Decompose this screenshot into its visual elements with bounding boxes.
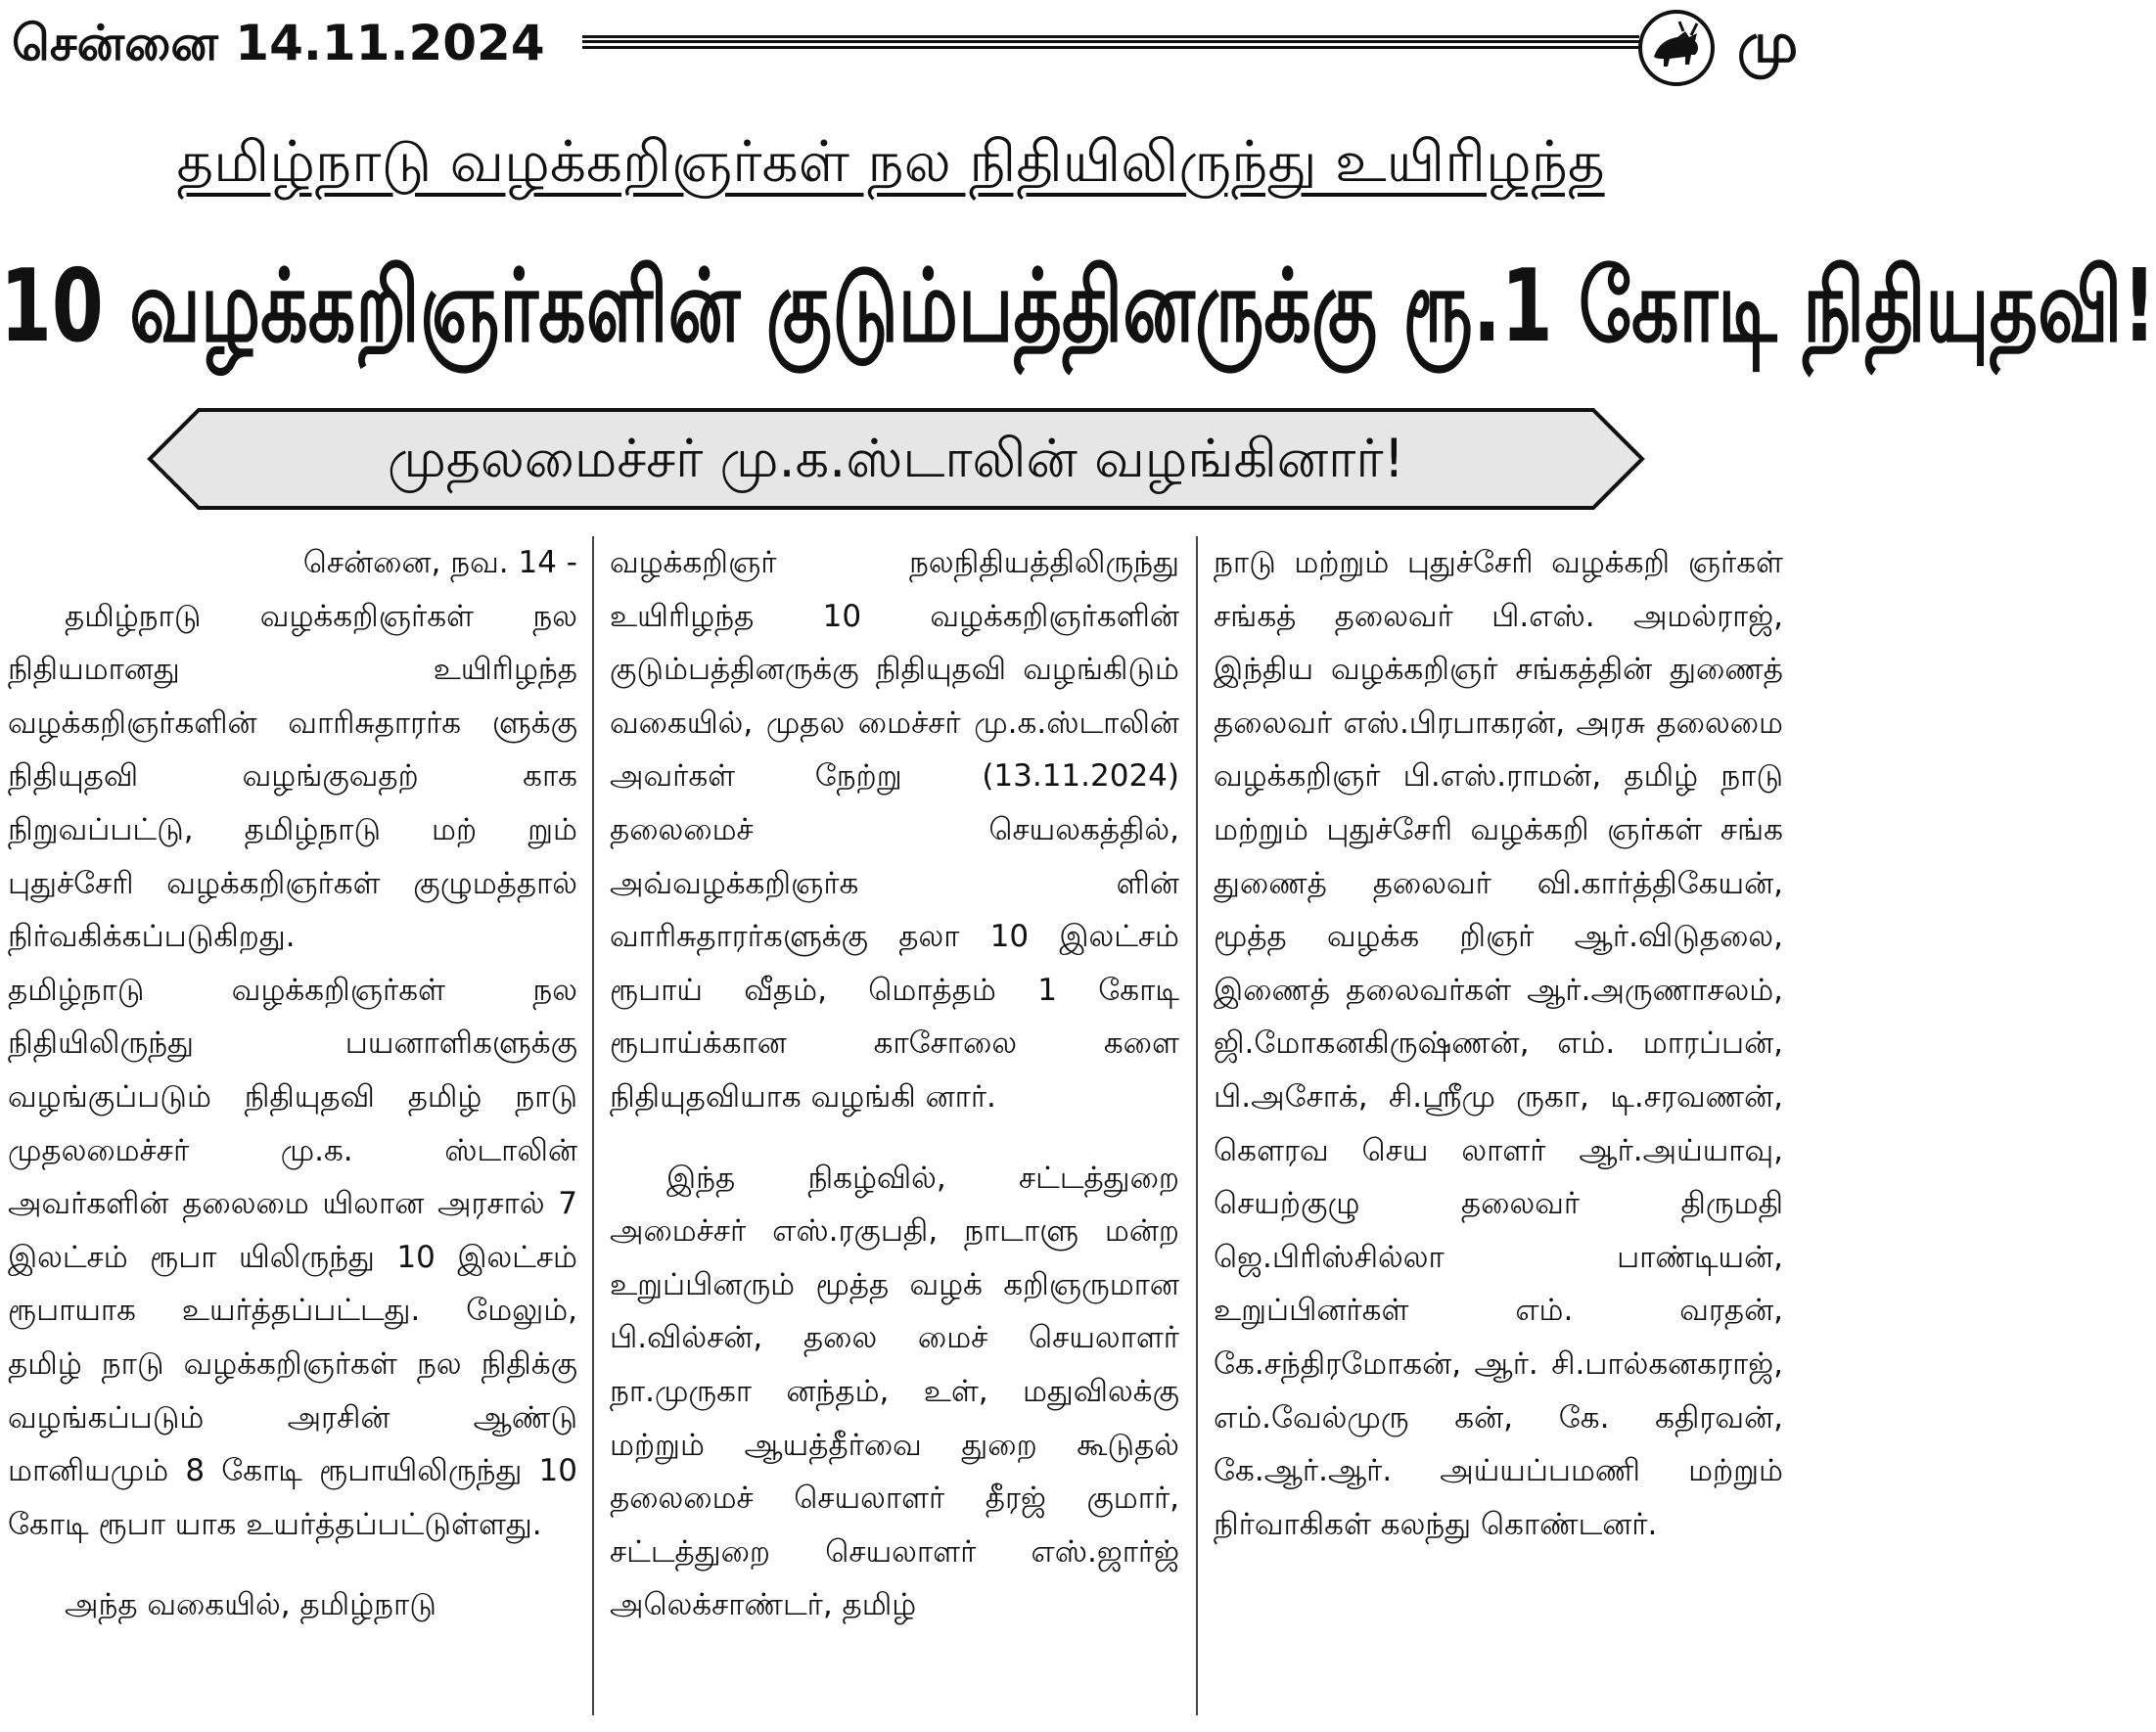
subheadline-banner — [145, 406, 1647, 512]
headline-main: 10 வழக்கறிஞர்களின் குடும்பத்தினருக்கு ரூ.1 கோடி நிதியுதவி! — [0, 247, 2156, 365]
column-divider — [592, 536, 594, 1715]
article-column-3 — [1214, 536, 1783, 1720]
article-paragraph: நாடு மற்றும் புதுச்சேரி வழக்கறி ஞர்கள் சங்கத் தலைவர் பி.எஸ். அமல்ராஜ், இந்திய வழக்கறிஞர் சங்கத்தின் துணைத் தலைவர் எஸ்.பிரபாகரன், அரசு தலைமை வழக்கறிஞர் பி.எஸ்.ராமன், தமிழ் நாடு மற்றும் புதுச்சேரி வழக்கறி ஞர்கள் சங்க துணைத் தலைவர் வி.கார்த்திகேயன், மூத்த வழக்க றிஞர் ஆர்.விடுதலை, இணைத் தலைவர்கள் ஆர்.அருணாசலம், ஜி.மோகனகிருஷ்ணன், எம். மாரப்பன், பி.அசோக், சி.ஸ்ரீமு ருகா, டி.சரவணன், கௌரவ செய லாளர் ஆர்.அய்யாவு, செயற்குழு தலைவர் திருமதி ஜெ.பிரிஸ்சில்லா பாண்டியன், உறுப்பினர்கள் எம். வரதன், கே.சந்திரமோகன், ஆர். சி.பால்கனகராஜ், எம்.வேல்முரு கன், கே. கதிரவன், கே.ஆர்.ஆர். அய்யப்பமணி மற்றும் நிர்வாகிகள் கலந்து கொண்டனர். — [1214, 545, 1783, 1542]
article-paragraph: தமிழ்நாடு வழக்கறிஞர்கள் நல நிதியிலிருந்து பயனாளிகளுக்கு வழங்குப்படும் நிதியுதவி தமிழ் நாடு முதலமைச்சர் மு.க. ஸ்டாலின் அவர்களின் தலைமை யிலான அரசால் 7 இலட்சம் ரூபா யிலிருந்து 10 இலட்சம் ரூபாயாக உயர்த்தப்பட்டது. மேலும், தமிழ் நாடு வழக்கறிஞர்கள் நல நிதிக்கு வழங்கப்படும் அரசின் ஆண்டு மானியமும் 8 கோடி ரூபாயிலிருந்து 10 கோடி ரூபா யாக உயர்த்தப்பட்டுள்ளது. — [8, 972, 577, 1542]
column-divider — [1196, 536, 1198, 1715]
masthead-dateline: சென்னை 14.11.2024 — [12, 15, 545, 71]
bull-emblem-icon — [1636, 8, 1717, 88]
article-paragraph: வழக்கறிஞர் நலநிதியத்திலிருந்து உயிரிழந்த 10 வழக்கறிஞர்களின் குடும்பத்தினருக்கு நிதியுதவி வழங்கிடும் வகையில், முதல மைச்சர் மு.க.ஸ்டாலின் அவர்கள் நேற்று (13.11.2024) தலைமைச் செயலகத்தில், அவ்வழக்கறிஞர்க ளின் வாரிசுதாரர்களுக்கு தலா 10 இலட்சம் ரூபாய் வீதம், மொத்தம் 1 கோடி ரூபாய்க்கான காசோலை களை நிதியுதவியாக வழங்கி னார். — [610, 545, 1179, 1115]
subheadline: முதலமைச்சர் மு.க.ஸ்டாலின் வழங்கினார்! — [387, 428, 1405, 489]
headline-kicker: தமிழ்நாடு வழக்கறிஞர்கள் நல நிதியிலிருந்து உயிரிழந்த — [176, 128, 1605, 195]
article-column-1 — [8, 536, 577, 1720]
masthead-continuation: மு — [1737, 12, 1799, 75]
article-paragraph: தமிழ்நாடு வழக்கறிஞர்கள் நல நிதியமானது உயிரிழந்த வழக்கறிஞர்களின் வாரிசுதாரர்க ளுக்கு நிதியுதவி வழங்குவதற் காக நிறுவப்பட்டு, தமிழ்நாடு மற் றும் புதுச்சேரி வழக்கறிஞர்கள் குழுமத்தால் நிர்வகிக்கப்படுகிறது. — [8, 598, 577, 955]
masthead — [0, 0, 1799, 93]
masthead-rule — [582, 35, 1639, 49]
article-dateline: சென்னை, நவ. 14 - — [302, 545, 577, 580]
article-paragraph: அந்த வகையில், தமிழ்நாடு — [65, 1587, 436, 1623]
article-column-2 — [610, 536, 1179, 1720]
article-paragraph: இந்த நிகழ்வில், சட்டத்துறை அமைச்சர் எஸ்.ரகுபதி, நாடாளு மன்ற உறுப்பினரும் மூத்த வழக் கறிஞருமான பி.வில்சன், தலை மைச் செயலாளர் நா.முருகா னந்தம், உள், மதுவிலக்கு மற்றும் ஆயத்தீர்வை துறை கூடுதல் தலைமைச் செயலாளர் தீரஜ் குமார், சட்டத்துறை செயலாளர் எஸ்.ஜார்ஜ் அலெக்சாண்டர், தமிழ் — [610, 1160, 1179, 1623]
